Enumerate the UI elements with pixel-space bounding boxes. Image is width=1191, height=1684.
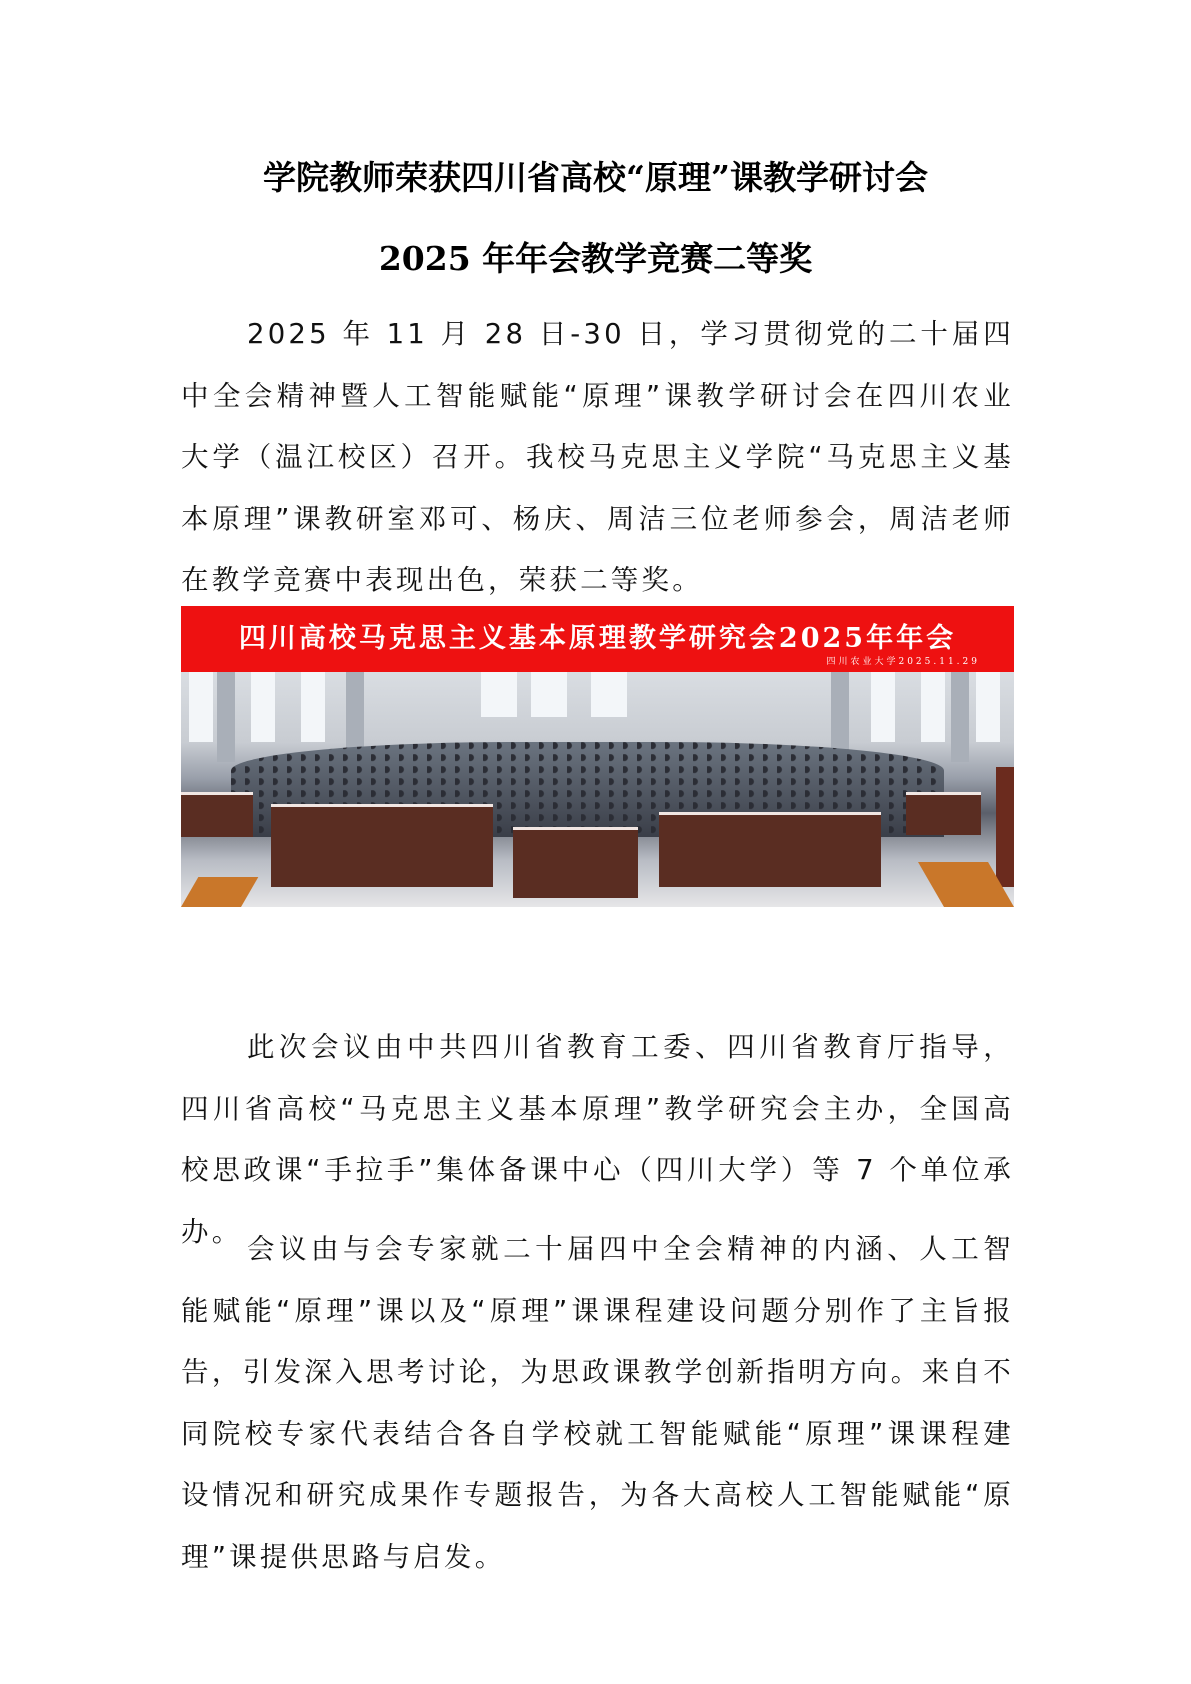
paragraph-organizers: 此次会议由中共四川省教育工委、四川省教育厅指导，四川省高校“马克思主义基本原理”教学研究会主办，全国高校思政课“手拉手”集体备课中心（四川大学）等 7 个单位承办。 bbox=[181, 1031, 1014, 1248]
photo-banner-subtitle: 四川农业大学2025.11.29 bbox=[826, 657, 980, 667]
photo-hall-scene bbox=[181, 672, 1014, 907]
hall-pillar bbox=[951, 672, 969, 762]
front-desk bbox=[181, 792, 253, 837]
hall-window bbox=[531, 672, 567, 717]
front-desk bbox=[271, 804, 493, 887]
hall-window bbox=[189, 672, 213, 742]
conference-group-photo bbox=[181, 606, 1014, 907]
front-desk bbox=[659, 812, 881, 887]
paragraph-intro: 2025 年 11 月 28 日-30 日，学习贯彻党的二十届四中全会精神暨人工智能赋能“原理”课教学研讨会在四川农业大学（温江校区）召开。我校马克思主义学院“马克思主义基本原理”课教研室邓可、杨庆、周洁三位老师参会，周洁老师在教学竞赛中表现出色，荣获二等奖。 bbox=[181, 318, 1014, 596]
front-desk bbox=[513, 827, 638, 898]
podium bbox=[996, 767, 1014, 887]
hall-window bbox=[591, 672, 627, 717]
hall-window bbox=[871, 672, 895, 742]
article-title-line-2: 2025 年年会教学竞赛二等奖 bbox=[378, 239, 813, 278]
hall-pillar bbox=[217, 672, 235, 762]
hall-window bbox=[921, 672, 945, 742]
wood-floor bbox=[181, 877, 258, 907]
front-desk bbox=[906, 792, 981, 835]
photo-banner-title: 四川高校马克思主义基本原理教学研究会2025年年会 bbox=[238, 623, 957, 654]
hall-window bbox=[481, 672, 517, 717]
hall-window bbox=[301, 672, 325, 742]
photo-banner bbox=[181, 606, 1014, 672]
hall-window bbox=[251, 672, 275, 742]
hall-window bbox=[976, 672, 1000, 742]
paragraph-reports: 会议由与会专家就二十届四中全会精神的内涵、人工智能赋能“原理”课以及“原理”课课程建设问题分别作了主旨报告，引发深入思考讨论，为思政课教学创新指明方向。来自不同院校专家代表结合各自学校就工智能赋能“原理”课课程建设情况和研究成果作专题报告，为各大高校人工智能赋能“原理”课提供思路与启发。 bbox=[181, 1233, 1014, 1573]
article-title-line-1: 学院教师荣获四川省高校“原理”课教学研讨会 bbox=[263, 158, 928, 197]
